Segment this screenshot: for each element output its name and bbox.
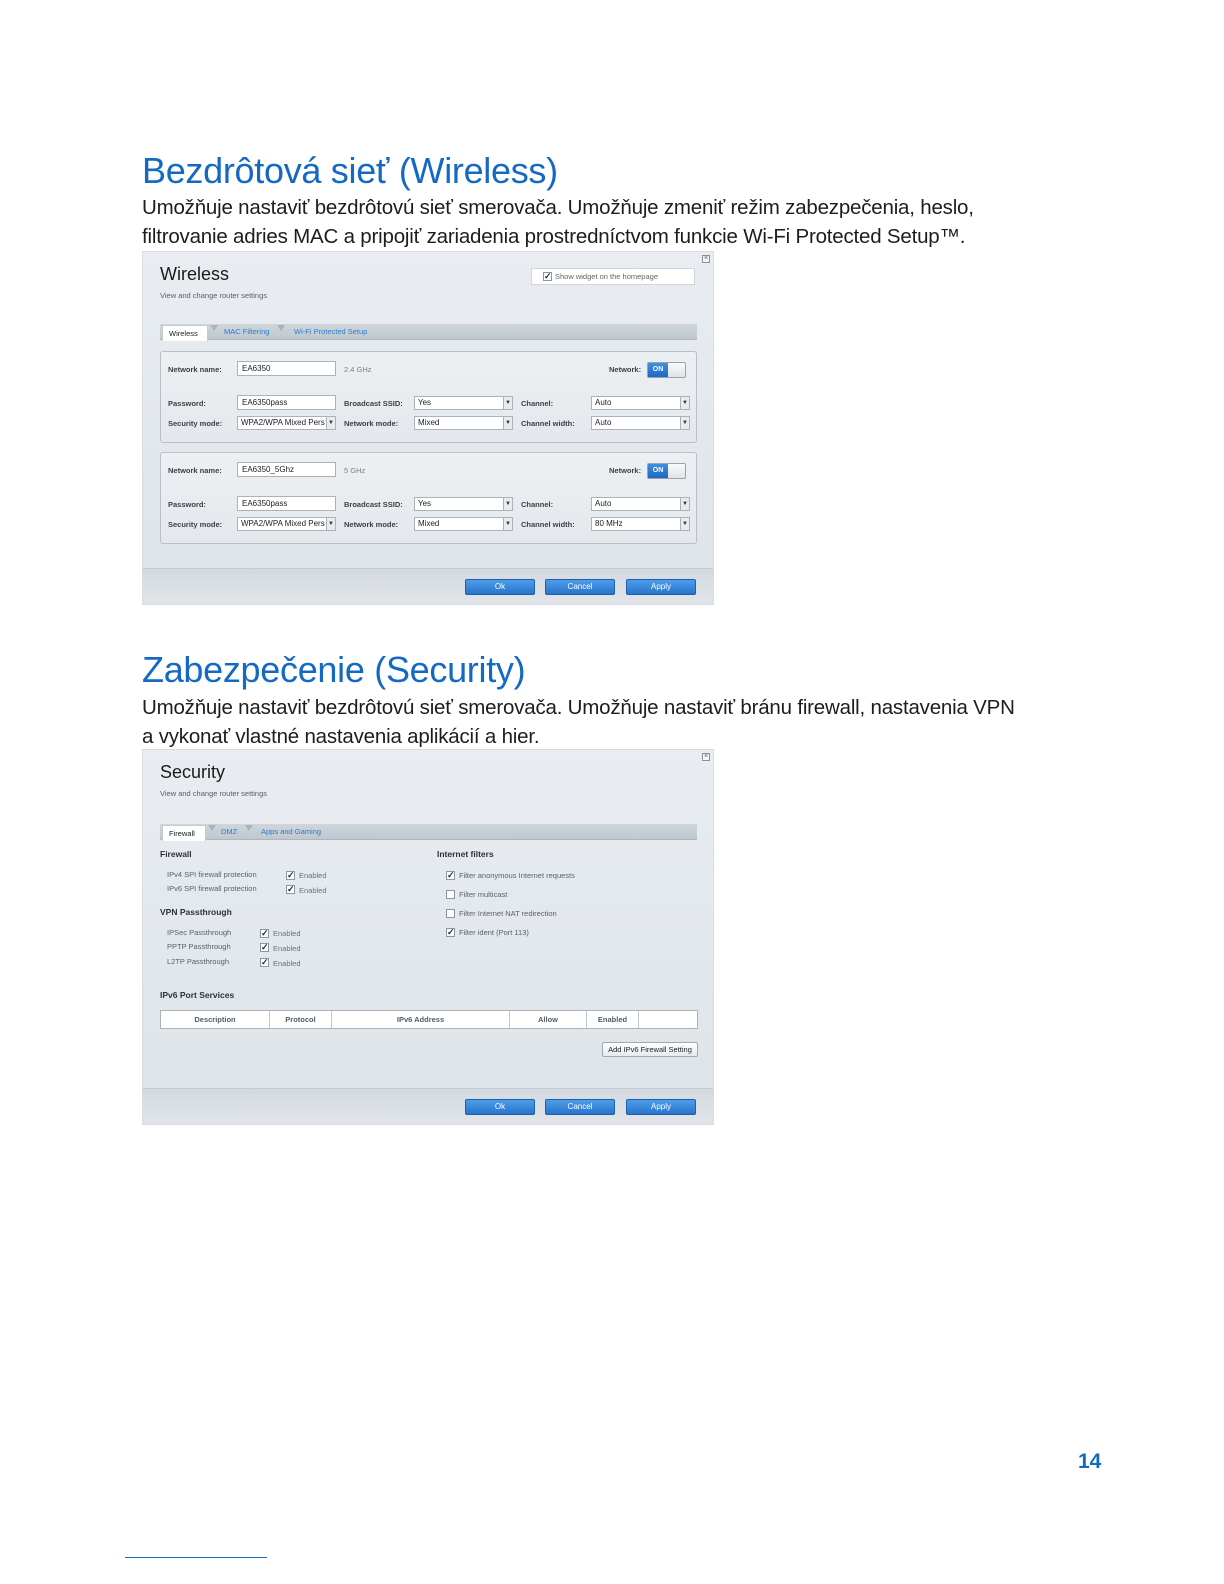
security-description: [142, 693, 1015, 751]
cancel-button[interactable]: Cancel: [545, 1099, 615, 1115]
filter-ident-label: Filter ident (Port 113): [459, 928, 529, 937]
network-name-label: Network name:: [168, 466, 222, 475]
security-button-bar: [143, 1088, 714, 1125]
security-panel-subtitle: View and change router settings: [160, 789, 268, 798]
apply-button[interactable]: Apply: [626, 1099, 696, 1115]
filter-multicast-checkbox[interactable]: [446, 890, 455, 899]
password-label: Password:: [168, 399, 206, 408]
channel-select[interactable]: [591, 396, 690, 410]
tab-wifi-protected-setup[interactable]: Wi-Fi Protected Setup: [294, 327, 368, 336]
security-mode-label: Security mode:: [168, 520, 223, 529]
ipv4-spi-label: IPv4 SPI firewall protection: [167, 870, 257, 879]
wireless-button-bar: [143, 568, 714, 605]
wireless-description-line-1: Umožňuje nastaviť bezdrôtovú sieť smerovača. Umožňuje zmeniť režim zabezpečenia, heslo,: [142, 196, 974, 219]
network-toggle[interactable]: [647, 362, 686, 378]
password-input[interactable]: EA6350pass: [237, 496, 336, 511]
chevron-down-icon: ▼: [503, 397, 512, 409]
firewall-heading: Firewall: [160, 849, 192, 859]
show-widget-option[interactable]: [531, 268, 695, 285]
ipv4-spi-state: Enabled: [299, 871, 327, 880]
column-header: Allow: [510, 1011, 587, 1028]
channel-value: Auto: [595, 499, 612, 508]
security-description-line-2: a vykonať vlastné nastavenia aplikácií a hier.: [142, 725, 540, 748]
ipv6-spi-checkbox[interactable]: ✓: [287, 884, 295, 894]
tab-separator: [210, 325, 218, 331]
channel-width-label: Channel width:: [521, 419, 575, 428]
footnote-divider: [125, 1557, 267, 1558]
column-header: Enabled: [587, 1011, 639, 1028]
network-mode-select[interactable]: [414, 517, 513, 531]
channel-width-label: Channel width:: [521, 520, 575, 529]
tab-firewall[interactable]: Firewall: [162, 825, 206, 841]
wireless-panel-title: Wireless: [160, 264, 230, 284]
apply-button[interactable]: Apply: [626, 579, 696, 595]
tab-wireless[interactable]: Wireless: [162, 325, 208, 341]
chevron-down-icon: ▼: [503, 518, 512, 530]
wireless-panel: [142, 251, 714, 605]
ipv6-port-services-heading: IPv6 Port Services: [160, 990, 235, 1000]
column-header: IPv6 Address: [332, 1011, 510, 1028]
chevron-down-icon: ▼: [680, 498, 689, 510]
network-label: Network:: [609, 466, 642, 475]
password-input[interactable]: EA6350pass: [237, 395, 336, 410]
network-label: Network:: [609, 365, 642, 374]
toggle-on-label: ON: [648, 363, 668, 377]
tab-dmz[interactable]: DMZ: [221, 827, 238, 836]
broadcast-ssid-label: Broadcast SSID:: [344, 500, 403, 509]
wireless-tab-bar: [160, 324, 697, 340]
tab-apps-and-gaming[interactable]: Apps and Gaming: [261, 827, 322, 836]
ipsec-checkbox[interactable]: ✓: [261, 928, 269, 938]
close-icon[interactable]: ×: [703, 753, 709, 760]
network-mode-label: Network mode:: [344, 520, 399, 529]
wireless-panel-subtitle: View and change router settings: [160, 291, 268, 300]
network-name-label: Network name:: [168, 365, 222, 374]
chevron-down-icon: ▼: [326, 518, 335, 530]
show-widget-checkbox[interactable]: ✓: [544, 271, 552, 281]
broadcast-ssid-select[interactable]: [414, 497, 513, 511]
security-mode-label: Security mode:: [168, 419, 223, 428]
tab-separator: [277, 325, 285, 331]
broadcast-ssid-value: Yes: [418, 398, 432, 407]
ok-button[interactable]: Ok: [465, 579, 535, 595]
network-mode-value: Mixed: [418, 418, 440, 427]
channel-label: Channel:: [521, 399, 554, 408]
channel-width-select[interactable]: [591, 416, 690, 430]
l2tp-label: L2TP Passthrough: [167, 957, 229, 966]
chevron-down-icon: ▼: [503, 498, 512, 510]
l2tp-state: Enabled: [273, 959, 301, 968]
page-number: 14: [1078, 1450, 1102, 1473]
toggle-on-label: ON: [648, 464, 668, 478]
security-heading: Zabezpečenie (Security): [142, 649, 526, 690]
security-mode-value: WPA2/WPA Mixed Pers: [241, 519, 325, 528]
column-header: [639, 1011, 697, 1028]
network-name-input[interactable]: EA6350: [237, 361, 336, 376]
vpn-passthrough-heading: VPN Passthrough: [160, 907, 232, 917]
channel-width-value: Auto: [595, 418, 612, 427]
filter-nat-redirection-checkbox[interactable]: [446, 909, 455, 918]
security-panel: [142, 749, 714, 1125]
password-label: Password:: [168, 500, 206, 509]
band-5ghz-group: [160, 452, 697, 544]
band-label: 2.4 GHz: [344, 365, 372, 374]
pptp-state: Enabled: [273, 944, 301, 953]
close-icon[interactable]: ×: [703, 255, 709, 262]
tab-separator: [245, 825, 253, 831]
chevron-down-icon: ▼: [680, 518, 689, 530]
filter-anonymous-checkbox[interactable]: ✓: [447, 870, 455, 880]
pptp-checkbox[interactable]: ✓: [261, 942, 269, 952]
security-mode-select[interactable]: [237, 416, 336, 430]
filter-multicast-label: Filter multicast: [459, 890, 508, 899]
tab-mac-filtering[interactable]: MAC Filtering: [224, 327, 270, 336]
network-mode-value: Mixed: [418, 519, 440, 528]
network-mode-select[interactable]: [414, 416, 513, 430]
ipv6-spi-label: IPv6 SPI firewall protection: [167, 884, 257, 893]
security-description-line-1: Umožňuje nastaviť bezdrôtovú sieť smerovača. Umožňuje nastaviť bránu firewall, nastavenia VPN: [142, 696, 1015, 719]
chevron-down-icon: ▼: [680, 397, 689, 409]
pptp-label: PPTP Passthrough: [167, 942, 231, 951]
channel-label: Channel:: [521, 500, 554, 509]
internet-filters-heading: Internet filters: [437, 849, 494, 859]
band-label: 5 GHz: [344, 466, 366, 475]
filter-nat-redirection-label: Filter Internet NAT redirection: [459, 909, 557, 918]
band-24ghz-group: [160, 351, 697, 443]
network-name-input[interactable]: EA6350_5Ghz: [237, 462, 336, 477]
channel-width-value: 80 MHz: [595, 519, 623, 528]
channel-select[interactable]: [591, 497, 690, 511]
ipv6-port-services-table: [160, 1010, 698, 1029]
wireless-description: [142, 193, 974, 251]
l2tp-checkbox[interactable]: ✓: [261, 957, 269, 967]
security-panel-title: Security: [160, 762, 226, 782]
channel-value: Auto: [595, 398, 612, 407]
network-toggle[interactable]: [647, 463, 686, 479]
ipv6-spi-state: Enabled: [299, 886, 327, 895]
network-mode-label: Network mode:: [344, 419, 399, 428]
cancel-button[interactable]: Cancel: [545, 579, 615, 595]
column-header: Protocol: [270, 1011, 332, 1028]
ipsec-state: Enabled: [273, 929, 301, 938]
column-header: Description: [161, 1011, 270, 1028]
chevron-down-icon: ▼: [326, 417, 335, 429]
security-mode-select[interactable]: [237, 517, 336, 531]
security-mode-value: WPA2/WPA Mixed Pers: [241, 418, 325, 427]
ipv4-spi-checkbox[interactable]: ✓: [287, 870, 295, 880]
filter-anonymous-label: Filter anonymous Internet requests: [459, 871, 575, 880]
chevron-down-icon: ▼: [503, 417, 512, 429]
broadcast-ssid-label: Broadcast SSID:: [344, 399, 403, 408]
chevron-down-icon: ▼: [680, 417, 689, 429]
ok-button[interactable]: Ok: [465, 1099, 535, 1115]
broadcast-ssid-select[interactable]: [414, 396, 513, 410]
show-widget-label: Show widget on the homepage: [555, 272, 658, 281]
security-tab-bar: [160, 824, 697, 840]
add-ipv6-firewall-setting-button[interactable]: Add IPv6 Firewall Setting: [602, 1042, 698, 1057]
channel-width-select[interactable]: [591, 517, 690, 531]
wireless-heading: Bezdrôtová sieť (Wireless): [142, 150, 558, 191]
ipsec-label: IPSec Passthrough: [167, 928, 232, 937]
filter-ident-checkbox[interactable]: ✓: [447, 927, 455, 937]
wireless-description-line-2: filtrovanie adries MAC a pripojiť zariadenia prostredníctvom funkcie Wi-Fi Protected Setup™.: [142, 225, 966, 248]
broadcast-ssid-value: Yes: [418, 499, 432, 508]
